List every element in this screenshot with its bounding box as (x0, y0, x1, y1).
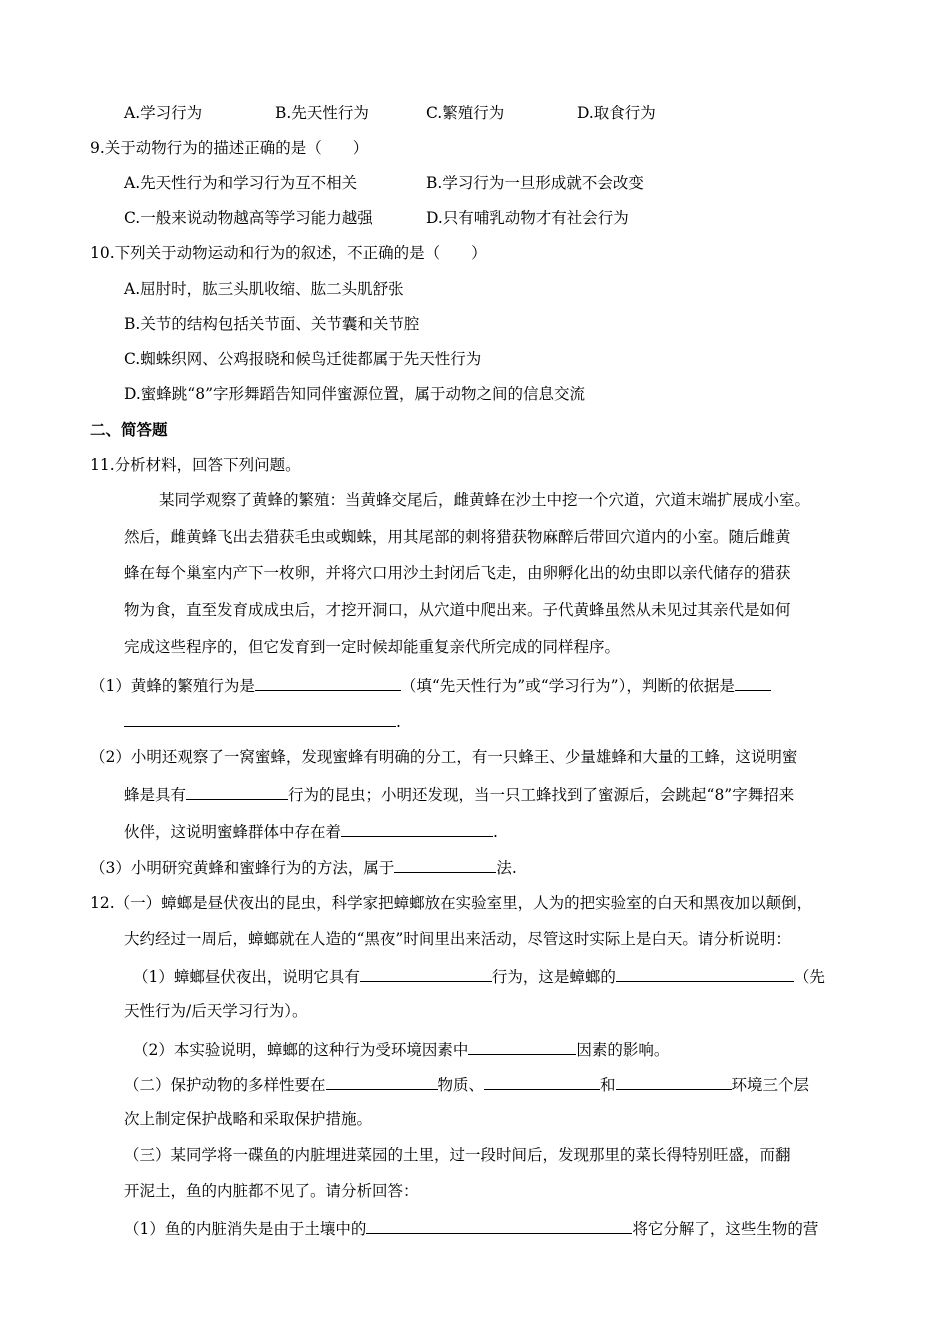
q12-sub2-text: （2）本实验说明，蟑螂的这种行为受环境因素中 (133, 1041, 469, 1059)
q11-part1 (90, 674, 771, 696)
q11-passage-line: 物为食，直至发育成成虫后，才挖开洞口，从穴道中爬出来。子代黄蜂虽然从未见过其亲代是如何 (124, 601, 791, 619)
answer-blank[interactable] (394, 856, 496, 873)
q11-passage-line: 然后，雌黄蜂飞出去猎获毛虫或蜘蛛，用其尾部的刺将猎获物麻醉后带回穴道内的小室。随后雌黄 (124, 528, 791, 546)
q12-part3-sub1 (124, 1217, 818, 1239)
q11-part2-end: . (493, 823, 498, 841)
q11-part1-cont (124, 710, 401, 732)
q10-option-d: D.蜜蜂跳“8”字形舞蹈告知同伴蜜源位置，属于动物之间的信息交流 (124, 385, 586, 403)
q12-part2-text: （二）保护动物的多样性要在 (124, 1076, 326, 1094)
q11-part1-text: （1）黄蜂的繁殖行为是 (90, 677, 255, 695)
q11-part3 (90, 856, 517, 878)
section-title: 二、简答题 (90, 420, 168, 439)
answer-blank[interactable] (124, 710, 396, 727)
q12-sub1-cont: 天性行为/后天学习行为）。 (124, 1002, 308, 1020)
q12-stem: 12.（一）蟑螂是昼伏夜出的昆虫，科学家把蟑螂放在实验室里，人为的把实验室的白天和黑夜加以颠倒， (90, 894, 813, 912)
q8-option-a: A.学习行为 (124, 104, 203, 122)
q11-passage-line: 某同学观察了黄蜂的繁殖：当黄蜂交尾后，雌黄蜂在沙土中挖一个穴道，穴道末端扩展成小室。 (159, 491, 811, 509)
q11-part2: （2）小明还观察了一窝蜜蜂，发现蜜蜂有明确的分工，有一只蜂王、少量雄蜂和大量的工蜂，这说明蜜 (90, 748, 798, 766)
answer-blank[interactable] (735, 674, 771, 691)
answer-blank[interactable] (616, 965, 794, 982)
answer-blank[interactable] (255, 674, 401, 691)
q9-stem: 9.关于动物行为的描述正确的是（ ） (90, 139, 369, 157)
q8-option-c: C.繁殖行为 (426, 104, 505, 122)
q9-option-a: A.先天性行为和学习行为互不相关 (124, 174, 358, 192)
q12-part3-text: 将它分解了，这些生物的营 (632, 1220, 819, 1238)
answer-blank[interactable] (616, 1073, 732, 1090)
q11-part2-text: 伙伴，这说明蜜蜂群体中存在着 (124, 823, 342, 841)
q12-sub2-text: 因素的影响。 (576, 1041, 670, 1059)
q12-sub2 (133, 1038, 669, 1060)
q9-option-c: C.一般来说动物越高等学习能力越强 (124, 209, 373, 227)
q12-part3-text: （1）鱼的内脏消失是由于土壤中的 (124, 1220, 367, 1238)
answer-blank[interactable] (341, 820, 493, 837)
answer-blank[interactable] (326, 1073, 438, 1090)
q12-part2-text: 环境三个层 (731, 1076, 810, 1094)
q11-passage-line: 完成这些程序的，但它发育到一定时候却能重复亲代所完成的同样程序。 (124, 638, 621, 656)
q11-passage-line: 蜂在每个巢室内产下一枚卵，并将穴口用沙土封闭后飞走，由卵孵化出的幼虫即以亲代储存的猎获 (124, 564, 791, 582)
q12-stem-cont: 大约经过一周后，蟑螂就在人造的“黑夜”时间里出来活动，尽管这时实际上是白天。请分析说明： (124, 930, 791, 948)
q11-part2-cont (124, 820, 498, 842)
q11-part1-end: . (396, 713, 401, 731)
q11-part2-text: 蜂是具有 (124, 786, 187, 804)
q10-option-c: C.蜘蛛织网、公鸡报晓和候鸟迁徙都属于先天性行为 (124, 350, 482, 368)
q12-part2-text: 和 (600, 1076, 616, 1094)
q10-stem: 10.下列关于动物运动和行为的叙述，不正确的是（ ） (90, 244, 487, 262)
q12-part2-cont: 次上制定保护战略和采取保护措施。 (124, 1110, 373, 1128)
q9-option-b: B.学习行为一旦形成就不会改变 (426, 174, 644, 192)
q12-sub1 (133, 965, 825, 987)
q12-part3-cont: 开泥土，鱼的内脏都不见了。请分析回答： (124, 1182, 419, 1200)
answer-blank[interactable] (360, 965, 492, 982)
q12-part3: （三）某同学将一碟鱼的内脏埋进菜园的土里，过一段时间后，发现那里的菜长得特别旺盛，而翻 (124, 1146, 791, 1164)
answer-blank[interactable] (468, 1038, 576, 1055)
q12-sub1-text: 行为，这是蟑螂的 (491, 968, 616, 986)
q8-option-b: B.先天性行为 (275, 104, 369, 122)
q9-option-d: D.只有哺乳动物才有社会行为 (426, 209, 629, 227)
q11-part2-cont (124, 783, 794, 805)
q11-stem: 11.分析材料，回答下列问题。 (90, 456, 301, 474)
q11-part1-text: （填“先天性行为”或“学习行为”），判断的依据是 (400, 677, 735, 695)
q11-part3-text: （3）小明研究黄蜂和蜜蜂行为的方法，属于 (90, 859, 395, 877)
q11-part3-text: 法. (496, 859, 517, 877)
q12-sub1-text: （1）蟑螂昼伏夜出，说明它具有 (133, 968, 360, 986)
answer-blank[interactable] (484, 1073, 600, 1090)
q11-part2-text: 行为的昆虫；小明还发现，当一只工蜂找到了蜜源后，会跳起“8”字舞招来 (288, 786, 795, 804)
q10-option-b: B.关节的结构包括关节面、关节囊和关节腔 (124, 315, 420, 333)
q8-option-d: D.取食行为 (577, 104, 656, 122)
answer-blank[interactable] (366, 1217, 632, 1234)
q12-part2-text: 物质、 (437, 1076, 485, 1094)
q10-option-a: A.屈肘时，肱三头肌收缩、肱二头肌舒张 (124, 280, 404, 298)
q12-sub1-text: （先 (793, 968, 825, 986)
answer-blank[interactable] (186, 783, 288, 800)
q12-part2 (124, 1073, 809, 1095)
